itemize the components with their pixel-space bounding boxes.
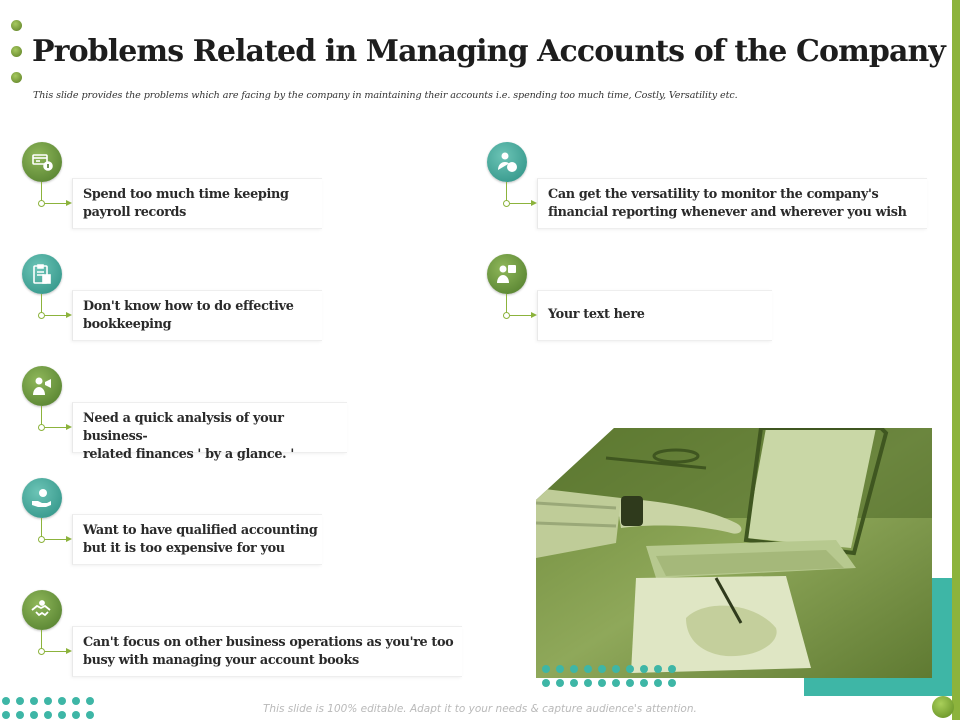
laptop-writing-photo (536, 428, 932, 678)
decorative-dot-grid-left (2, 697, 94, 719)
page-title: Problems Related in Managing Accounts of the Company (32, 34, 945, 69)
hand-money-icon (22, 478, 62, 518)
problem-item-5 (22, 590, 454, 690)
corner-green-dot (932, 696, 954, 718)
problem-text-7: Your text here (537, 290, 772, 341)
problem-item-6 (487, 142, 907, 242)
handshake-icon (22, 590, 62, 630)
problem-item-1 (22, 142, 442, 242)
problem-text-5: Can't focus on other business operations as you're too busy with managing your account books (72, 626, 462, 677)
problem-text-2: Don't know how to do effective bookkeeping (72, 290, 322, 341)
problem-text-4: Want to have qualified accounting but it is too expensive for you (72, 514, 322, 565)
problem-text-6: Can get the versatility to monitor the company's financial reporting whenever and wherever you wish (537, 178, 927, 229)
problem-item-4 (22, 478, 442, 578)
clipboard-calculator-icon (22, 254, 62, 294)
problem-text-3: Need a quick analysis of your business- related finances ' by a glance. ' (72, 402, 347, 453)
decorative-dot-grid-right (542, 665, 676, 687)
problem-text-1: Spend too much time keeping payroll records (72, 178, 322, 229)
megaphone-person-icon (22, 366, 62, 406)
user-globe-icon (487, 142, 527, 182)
person-calendar-icon (487, 254, 527, 294)
problem-item-7 (487, 254, 907, 354)
problem-item-3 (22, 366, 442, 466)
right-accent-bar (952, 0, 960, 720)
title-bullet-dots (11, 20, 23, 98)
problem-item-2 (22, 254, 442, 354)
payroll-money-icon (22, 142, 62, 182)
footer-note: This slide is 100% editable. Adapt it to your needs & capture audience's attention. (263, 703, 697, 715)
page-subtitle: This slide provides the problems which are facing by the company in maintaining their accounts i.e. spending too much time, Costly, Versatility etc. (33, 90, 738, 101)
